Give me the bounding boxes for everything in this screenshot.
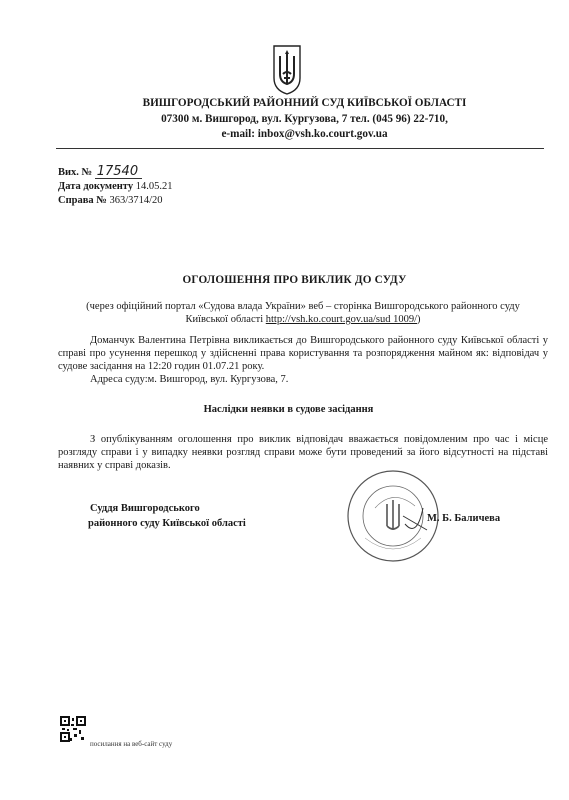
judge-position-line1: Суддя Вишгородського — [90, 503, 200, 514]
court-address-line: Адреса суду:м. Вишгород, вул. Кургузова, 7. — [90, 374, 289, 385]
subtitle-line2-prefix: Київської області — [185, 314, 266, 325]
header-divider — [56, 148, 544, 149]
consequences-paragraph: З опублікуванням оголошення про виклик відповідач вважається повідомленим про час і місце розгляду справи і у випадку неявки розгляд справи може бути проведений за його відсутності на підставі наявних у справі доказів. — [58, 434, 548, 471]
outgoing-number-handwritten: 17540 — [95, 165, 142, 179]
summons-paragraph: Доманчук Валентина Петрівна викликається до Вишгородського районного суду Київської області у справі про усунення перешкод у здійсненні права користування та розпорядження майном як: відповідач у судове засідання на 12:20 годин 01.07.21 року. — [58, 335, 548, 372]
outgoing-number-label: Вих. № — [58, 167, 93, 178]
coat-of-arms-trident-icon — [271, 44, 303, 96]
judge-position — [88, 501, 246, 531]
judge-position-line2: районного суду Київської області — [88, 518, 246, 529]
outgoing-number-row — [58, 165, 142, 179]
case-number-value: 363/3714/20 — [109, 195, 163, 206]
court-name: ВИШГОРОДСЬКИЙ РАЙОННИЙ СУД КИЇВСЬКОЇ ОБЛАСТІ — [142, 97, 467, 109]
qr-code-icon[interactable] — [60, 716, 86, 742]
qr-caption: посилання на веб-сайт суду — [90, 740, 173, 748]
case-number-row — [58, 194, 163, 207]
announcement-title: ОГОЛОШЕННЯ ПРО ВИКЛИК ДО СУДУ — [182, 274, 407, 286]
document-date-value: 14.05.21 — [135, 181, 173, 192]
document-date-row — [58, 180, 172, 193]
court-address: 07300 м. Вишгород, вул. Кургузова, 7 тел. (045 96) 22-710, — [161, 113, 448, 125]
court-website-link[interactable]: http://vsh.ko.court.gov.ua/sud 1009/ — [265, 314, 418, 325]
consequences-heading: Наслідки неявки в судове засідання — [203, 404, 374, 415]
subtitle-line1: (через офіційний портал «Судова влада України» веб – сторінка Вишгородського районного суду — [86, 301, 520, 312]
case-number-label: Справа № — [58, 195, 107, 206]
announcement-subtitle — [58, 300, 548, 326]
court-email: e-mail: inbox@vsh.ko.court.gov.ua — [221, 128, 388, 140]
subtitle-line2-suffix: ) — [417, 314, 421, 325]
document-date-label: Дата документу — [58, 181, 134, 192]
judge-name: М. Б. Баличева — [427, 513, 501, 524]
